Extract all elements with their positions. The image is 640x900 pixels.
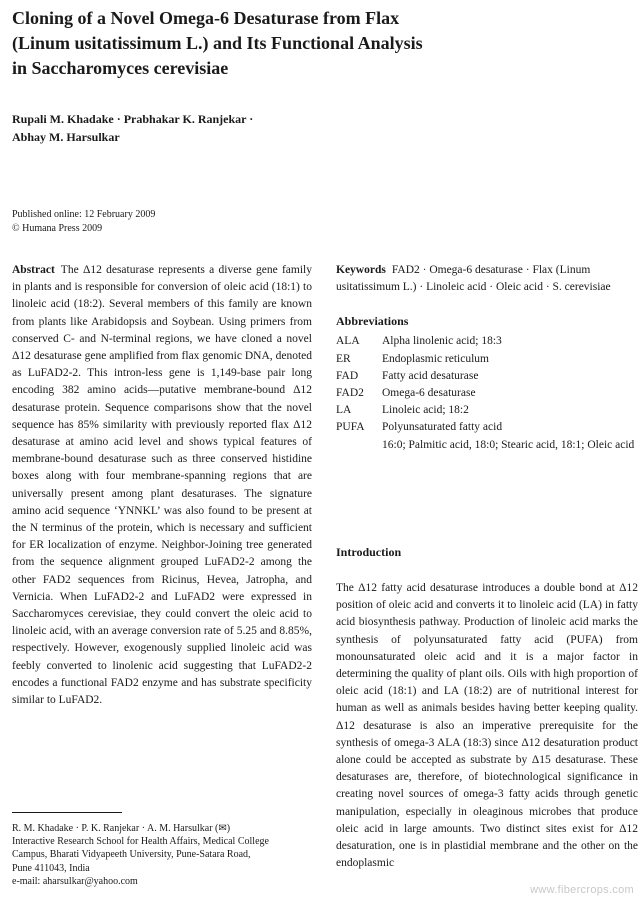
abbreviation-key: ALA: [336, 335, 360, 348]
abbreviation-key: FAD: [336, 369, 359, 382]
abbreviation-value: Alpha linolenic acid; 18:3: [382, 335, 502, 348]
abbreviation-value: Fatty acid desaturase: [382, 369, 479, 382]
author-list: [12, 110, 512, 146]
abstract-paragraph: [12, 262, 312, 709]
correspondence-city: Pune 411043, India: [12, 862, 90, 874]
correspondence-affiliation-2: Campus, Bharati Vidyapeeth University, Pune-Satara Road,: [12, 849, 251, 861]
authors-line-2: Abhay M. Harsulkar: [12, 130, 120, 144]
keywords-heading: Keywords: [336, 264, 386, 276]
abbreviation-key: LA: [336, 404, 352, 417]
abbreviation-key: FAD2: [336, 387, 364, 400]
title-line-1: Cloning of a Novel Omega-6 Desaturase from Flax: [12, 8, 400, 28]
keywords-abbreviations: [336, 262, 636, 454]
publication-info: [12, 208, 155, 236]
abbreviation-row: [336, 385, 636, 402]
introduction-text: The Δ12 fatty acid desaturase introduces a double bond at Δ12 position of oleic acid and converts it to linoleic acid (LA) in fatty acid biosynthesis pathway. Production of linoleic acid marks the synthesis of polyunsaturated fatty acid (PUFA) from monounsaturated oleic acid and it is a major factor in determining the quality of plant oils. Oils with high proportion of oleic acid (18:1) and LA (18:2) are of nutritional interest for human as well as animals besides having better keeping quality. Δ12 desaturase is also an imperative prerequisite for the synthesis of omega-3 ALA (18:3) since Δ12 desaturation product alone could be accepted as substrate by Δ15 desaturase. These desaturases are, therefore, of biotechnological significance in creating novel sources of omega-3 fatty acids through genetic manipulation, especially in oleaginous microbes that produce oleic acid in large amounts. Two distinct sites exist for Δ12 desaturation, one is in plastidial membrane and the other on the endoplasmic: [336, 582, 638, 870]
abbreviation-row: [336, 351, 636, 368]
abbreviation-row: [336, 333, 636, 350]
published-date: Published online: 12 February 2009: [12, 209, 156, 220]
correspondence-email: e-mail: aharsulkar@yahoo.com: [12, 875, 138, 887]
abbreviations-list: [336, 333, 636, 453]
keywords-text: FAD2 · Omega-6 desaturase · Flax (Linum usitatissimum L.) · Linoleic acid · Oleic acid · S. cerevisiae: [336, 264, 611, 294]
authors-line-1: Rupali M. Khadake · Prabhakar K. Ranjekar ·: [12, 112, 254, 126]
correspondence-affiliation-1: Interactive Research School for Health Affairs, Medical College: [12, 836, 269, 848]
footnote-divider: [12, 812, 122, 813]
paper-title: [12, 6, 612, 81]
abbreviation-continuation: 16:0; Palmitic acid, 18:0; Stearic acid, 18:1; Oleic acid: [382, 438, 635, 451]
copyright: © Humana Press 2009: [12, 223, 103, 234]
abbreviation-value: Endoplasmic reticulum: [382, 352, 489, 365]
abbreviation-key: ER: [336, 352, 351, 365]
introduction-section: [336, 580, 638, 872]
abbreviation-value: Linoleic acid; 18:2: [382, 404, 469, 417]
abbreviation-row: [336, 419, 636, 436]
introduction-heading: Introduction: [336, 545, 402, 559]
abbreviation-value: Polyunsaturated fatty acid: [382, 421, 503, 434]
abstract-text: The Δ12 desaturase represents a diverse gene family in plants and is responsible for conversion of oleic acid (18:1) to linoleic acid (18:2). Several members of this family are known from plants like Arabidopsis and Soybean. Using primers from conserved C- and N-terminal regions, we have cloned a novel Δ12 desaturase gene amplified from flax genomic DNA, denoted as LuFAD2-2. This intron-less gene is 1,149-base pair long encoding 382 amino acids—putative membrane-bound Δ12 desaturase protein. Sequence comparisons show that the novel sequence has 85% similarity with previously reported flax Δ12 desaturase at amino acid level and shows typical features of membrane-bound desaturase such as three conserved histidine boxes along with four membrane-spanning regions that are universally present among plant desaturases. The signature amino acid sequence ‘YNNKL’ was also found to be present at the N terminus of the protein, which is necessary and sufficient for ER localization of enzyme. Neighbor-Joining tree generated from the sequence alignment grouped LuFAD2-2 among the other FAD2 sequences from Ricinus, Hevea, Jatropha, and Vernicia. When LuFAD2-2 and LuFAD2 were expressed in Saccharomyces cerevisiae, they could convert the oleic acid to linoleic acid, with an average conversion rate of 5.25 and 8.85%, respectively. However, exogenously supplied linoleic acid was feebly converted to linolenic acid suggesting that LuFAD2-2 encodes a functional FAD2 enzyme and has substrate specificity similar to LuFAD2.: [12, 264, 312, 707]
site-watermark: www.fibercrops.com: [530, 884, 634, 896]
abbreviation-row: [336, 368, 636, 385]
title-line-2: (Linum usitatissimum L.) and Its Functional Analysis: [12, 33, 423, 53]
abbreviation-value: Omega-6 desaturase: [382, 387, 476, 400]
abbreviation-key: PUFA: [336, 421, 365, 434]
abstract-heading: Abstract: [12, 264, 55, 276]
abstract-section: [12, 262, 312, 709]
keywords-paragraph: [336, 262, 636, 296]
abbreviation-row: [336, 402, 636, 419]
correspondence-block: [12, 822, 312, 888]
abbreviations-heading: Abbreviations: [336, 314, 409, 329]
correspondence-authors: R. M. Khadake · P. K. Ranjekar · A. M. Harsulkar (✉): [12, 823, 231, 834]
title-line-3: in Saccharomyces cerevisiae: [12, 58, 229, 78]
